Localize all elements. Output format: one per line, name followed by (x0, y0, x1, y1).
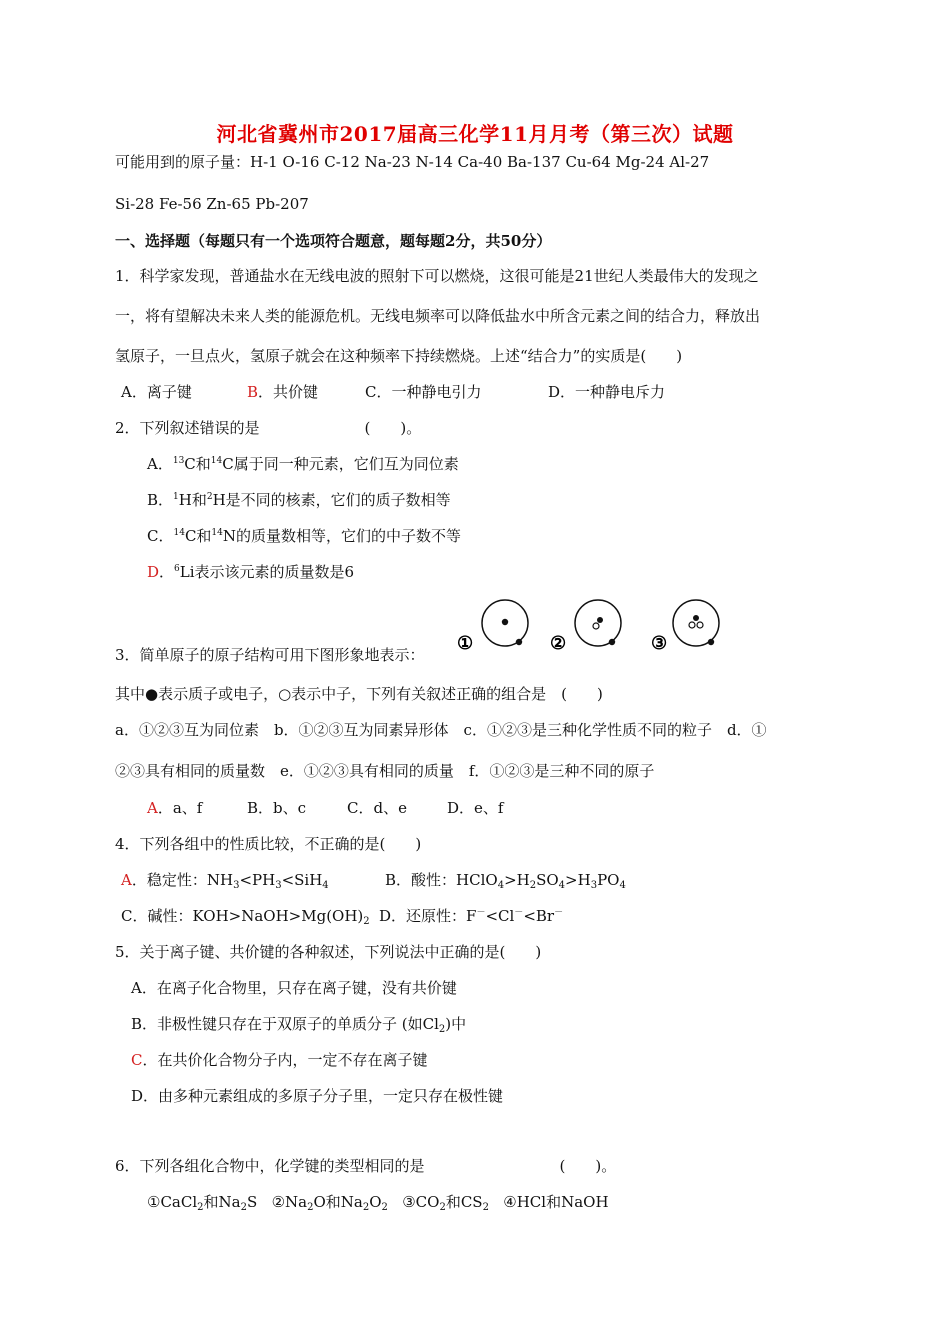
q1-option-b (247, 382, 318, 402)
q2-option-a (147, 454, 459, 474)
q2-d-mass-1: 6 (174, 564, 180, 574)
q2-d-text-1: Li表示该元素的质量数是6 (179, 563, 355, 581)
q3-option-d: D．e、f (447, 799, 504, 817)
q5-b-sub: 2 (438, 1024, 446, 1035)
q3-line-4: ②③具有相同的质量数 e．①②③具有相同的质量 f．①②③是三种不同的原子 (115, 762, 655, 780)
atom-label-3: ③ (651, 633, 668, 654)
q3-option-a-letter: A (147, 799, 158, 817)
atom-label-1: ① (457, 633, 474, 654)
q4-d-t3: <Br (523, 907, 555, 925)
q3-option-b: B．b、c (247, 799, 307, 817)
neutron-dot-3b (697, 622, 703, 628)
q5-option-a: A．在离子化合物里，只存在离子键，没有共价键 (131, 979, 457, 997)
q1-option-d: D．一种静电斥力 (548, 383, 666, 401)
q2-d-letter: D (147, 563, 160, 581)
q4-b-s1: 4 (497, 880, 505, 891)
q5-option-b (131, 1014, 466, 1034)
q1-option-b-letter: B (247, 383, 259, 401)
q2-c-prefix: C． (147, 527, 174, 545)
q6-i4: ④HCl和NaOH (503, 1193, 609, 1211)
q2-a-text-2: C属于同一种元素，它们互为同位素 (222, 455, 459, 473)
q1-option-b-text: ．共价键 (258, 383, 319, 401)
q4-option-c (121, 906, 370, 926)
atom-orbit-2 (575, 600, 621, 646)
q3-option-a (147, 798, 202, 818)
q2-b-text-1: H和 (178, 491, 207, 509)
q6-i2c: O (369, 1193, 382, 1211)
q6-items (147, 1192, 609, 1212)
q2-b-mass-1: 1 (173, 492, 179, 502)
q4-b-t4: >H (565, 871, 591, 889)
q4-d-sup-2: － (514, 908, 524, 918)
q4-a-t2: <PH (239, 871, 276, 889)
q2-a-mass-1: 13 (172, 456, 185, 466)
q4-a-s2: 3 (275, 880, 282, 891)
q6-i2bs: 2 (362, 1202, 370, 1213)
q6-i2b: O和Na (313, 1193, 363, 1211)
q4-b-s2: 2 (529, 880, 537, 891)
q2-c-text-1: C和 (184, 527, 212, 545)
q4-stem: 4．下列各组中的性质比较，不正确的是( ) (115, 835, 422, 853)
q4-b-t5: PO (597, 871, 620, 889)
q1-line-1: 1．科学家发现，普通盐水在无线电波的照射下可以燃烧，这很可能是21世纪人类最伟大的发现之 (115, 267, 759, 285)
q2-c-text-2: N的质量数相等，它们的中子数不等 (222, 527, 462, 545)
q6-i3b: 和CS (445, 1193, 483, 1211)
proton-dot-2 (597, 617, 603, 623)
q4-d-t1: D．还原性：F (379, 907, 477, 925)
q2-option-c (147, 526, 461, 546)
q2-option-b (147, 490, 451, 510)
q4-b-s4: 3 (590, 880, 598, 891)
q2-option-d (147, 562, 354, 582)
q6-i1: ①CaCl (147, 1193, 198, 1211)
q6-i2cs: 2 (381, 1202, 388, 1213)
electron-dot-3 (708, 639, 714, 645)
q6-i3s: 2 (439, 1202, 446, 1213)
q4-d-sup-3: － (554, 908, 564, 918)
electron-dot-2 (609, 639, 615, 645)
q6-i3: ③CO (402, 1193, 440, 1211)
q5-c-letter: C (131, 1051, 143, 1069)
q6-i2: ②Na (271, 1193, 308, 1211)
q3-line-3: a．①②③互为同位素 b．①②③互为同素异形体 c．①②③是三种化学性质不同的粒子 d．① (115, 721, 767, 739)
q2-c-mass-1: 14 (173, 528, 185, 538)
q4-b-s3: 4 (558, 880, 566, 891)
q1-line-2: 一，将有望解决未来人类的能源危机。无线电频率可以降低盐水中所含元素之间的结合力，释放出 (115, 307, 761, 325)
q4-b-s5: 4 (619, 880, 626, 891)
q4-a-t3: <SiH (281, 871, 323, 889)
q6-i1s: 2 (197, 1202, 204, 1213)
q6-i2s: 2 (307, 1202, 314, 1213)
q4-b-t2: >H (504, 871, 530, 889)
q3-option-c: C．d、e (347, 799, 407, 817)
q2-c-mass-2: 14 (211, 528, 223, 538)
q2-b-prefix: B． (147, 491, 174, 509)
atom-structure-figure (455, 597, 755, 657)
q5-option-c (131, 1050, 428, 1070)
q5-stem: 5．关于离子键、共价键的各种叙述，下列说法中正确的是( ) (115, 943, 542, 961)
q2-stem: 2．下列叙述错误的是 ( )。 (115, 419, 422, 437)
q1-option-c: C．一种静电引力 (365, 383, 482, 401)
q2-a-text-1: C和 (184, 455, 211, 473)
q5-b-t1: B．非极性键只存在于双原子的单质分子 (如Cl (131, 1015, 439, 1033)
q4-a-s1: 3 (233, 880, 240, 891)
q4-b-t1: B．酸性：HClO (385, 871, 498, 889)
q1-option-a: A．离子键 (121, 383, 192, 401)
q6-stem: 6．下列各组化合物中，化学键的类型相同的是 ( )。 (115, 1157, 617, 1175)
q4-option-b (385, 870, 626, 890)
q4-option-d (379, 906, 563, 926)
q4-option-a (121, 870, 329, 890)
atom-label-2: ② (550, 633, 567, 654)
neutron-dot-3a (689, 622, 695, 628)
q2-b-text-2: H是不同的核素，它们的质子数相等 (212, 491, 451, 509)
q2-d-dot: ． (159, 563, 175, 581)
q2-b-mass-2: 2 (206, 492, 213, 502)
neutron-dot-2 (593, 623, 599, 629)
q3-line-2: 其中●表示质子或电子，○表示中子，下列有关叙述正确的组合是 ( ) (115, 685, 603, 703)
q1-line-3: 氢原子，一旦点火，氢原子就会在这种频率下持续燃烧。上述“结合力”的实质是( ) (115, 347, 683, 365)
atomic-masses-line-2: Si-28 Fe-56 Zn-65 Pb-207 (115, 195, 309, 213)
q5-b-t2: )中 (445, 1015, 467, 1033)
section-heading: 一、选择题（每题只有一个选项符合题意，题每题2分，共50分） (115, 232, 552, 250)
q4-b-t3: SO (536, 871, 559, 889)
q4-c-t1: C．碱性：KOH>NaOH>Mg(OH) (121, 907, 364, 925)
q3-stem: 3．简单原子的原子结构可用下图形象地表示： (115, 646, 425, 664)
q4-a-s3: 4 (322, 880, 329, 891)
q6-i1bs: 2 (240, 1202, 247, 1213)
q5-c-text: ．在共价化合物分子内，一定不存在离子键 (142, 1051, 428, 1069)
proton-dot-1 (502, 619, 508, 625)
q4-a-t1: ．稳定性：NH (131, 871, 234, 889)
q6-i3bs: 2 (482, 1202, 489, 1213)
q4-a-letter: A (121, 871, 132, 889)
q4-c-s1: 2 (363, 916, 370, 927)
q4-d-sup-1: － (476, 908, 486, 918)
q5-option-d: D．由多种元素组成的多原子分子里，一定只存在极性键 (131, 1087, 504, 1105)
page-title: 河北省冀州市2017届高三化学11月月考（第三次）试题 (216, 122, 734, 146)
q2-a-mass-2: 14 (210, 456, 223, 466)
q2-a-prefix: A． (147, 455, 173, 473)
q4-d-t2: <Cl (485, 907, 515, 925)
electron-dot-1 (516, 639, 522, 645)
q3-option-a-text: ．a、f (157, 799, 203, 817)
proton-dot-3 (693, 615, 699, 621)
q6-i1c: S (246, 1193, 258, 1211)
atomic-masses-line-1: 可能用到的原子量：H-1 O-16 C-12 Na-23 N-14 Ca-40 Ba-137 Cu-64 Mg-24 Al-27 (115, 153, 710, 171)
q6-i1b: 和Na (203, 1193, 241, 1211)
